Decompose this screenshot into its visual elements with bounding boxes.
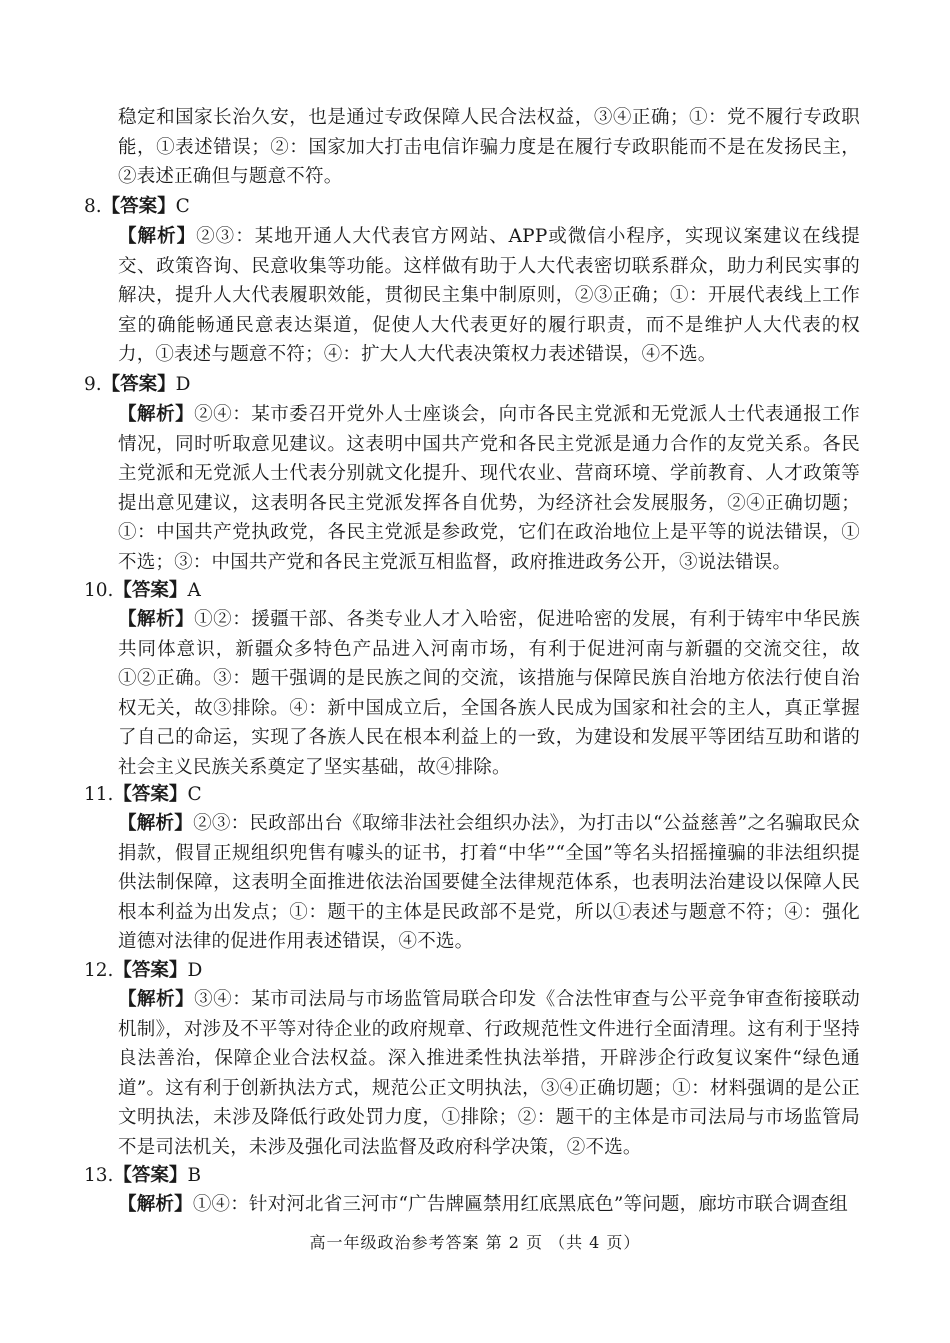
- q11-analysis-text: ②③：民政部出台《取缔非法社会组织办法》，为打击以“公益慈善”之名骗取民众捐款，假冒正规组织兜售有噱头的证书，打着“中华”“全国”等名头招摇撞骗的非法组织提供法制保障，这表明全面推进依法治国要健全法律规范体系，也表明法治建设以保障人民根本利益为出发点；①：题干的主体是民政部不是党，所以①表述与题意不符；④：强化道德对法律的促进作用表述错误，④不选。: [118, 813, 860, 953]
- q13-answer-line: [84, 1161, 201, 1191]
- analysis-label: 【解析】: [118, 813, 194, 834]
- q8-number: 8.: [84, 196, 102, 217]
- analysis-label: 【解析】: [118, 226, 197, 247]
- q9-number: 9.: [84, 374, 102, 395]
- answer-label: 【答案】: [101, 374, 176, 395]
- q8-analysis-text: ②③：某地开通人大代表官方网站、APP或微信小程序，实现议案建议在线提交、政策咨询、民意收集等功能。这样做有助于人大代表密切联系群众，助力利民实事的解决，提升人大代表履职效能，贯彻民主集中制原则，②③正确；①：开展代表线上工作室的确能畅通民意表达渠道，促使人大代表更好的履行职责，而不是维护人大代表的权力，①表述与题意不符；④：扩大人大代表决策权力表述错误，④不选。: [118, 226, 860, 366]
- analysis-label: 【解析】: [118, 1194, 193, 1215]
- analysis-label: 【解析】: [118, 989, 195, 1010]
- q10-analysis: [118, 605, 860, 783]
- q12-analysis-text: ③④：某市司法局与市场监管局联合印发《合法性审查与公平竞争审查衔接联动机制》，对涉及不平等对待企业的政府规章、行政规范性文件进行全面清理。这有利于坚持良法善治，保障企业合法权益。深入推进柔性执法举措，开辟涉企行政复议案件“绿色通道”。这有利于创新执法方式，规范公正文明执法，③④正确切题；①：材料强调的是公正文明执法，未涉及降低行政处罚力度，①排除；②：题干的主体是市司法局与市场监管局不是司法机关，未涉及强化司法监督及政府科学决策，②不选。: [118, 989, 860, 1158]
- q11-answer: C: [187, 784, 202, 805]
- answer-label: 【答案】: [101, 196, 176, 217]
- answer-label: 【答案】: [113, 1165, 188, 1186]
- intro-paragraph: 稳定和国家长治久安，也是通过专政保障人民合法权益，③④正确；①：党不履行专政职能，①表述错误；②：国家加大打击电信诈骗力度是在履行专政职能而不是在发扬民主，②表述正确但与题意不符。: [118, 107, 860, 188]
- q9-answer: D: [175, 374, 191, 395]
- q13-analysis: [118, 1190, 860, 1220]
- q9-analysis: [118, 400, 860, 578]
- q8-answer-line: [84, 192, 190, 222]
- q11-answer-line: [84, 780, 202, 810]
- q13-answer: B: [187, 1165, 202, 1186]
- q9-analysis-text: ②④：某市委召开党外人士座谈会，向市各民主党派和无党派人士代表通报工作情况，同时听取意见建议。这表明中国共产党和各民主党派是通力合作的友党关系。各民主党派和无党派人士代表分别就文化提升、现代农业、营商环境、学前教育、人才政策等提出意见建议，这表明各民主党派发挥各自优势，为经济社会发展服务，②④正确切题；①：中国共产党执政党，各民主党派是参政党，它们在政治地位上是平等的说法错误，①不选；③：中国共产党和各民主党派互相监督，政府推进政务公开，③说法错误。: [118, 404, 860, 573]
- answer-label: 【答案】: [113, 580, 188, 601]
- q10-analysis-text: ①②：援疆干部、各类专业人才入哈密，促进哈密的发展，有利于铸牢中华民族共同体意识，新疆众多特色产品进入河南市场，有利于促进河南与新疆的交流交往，故①②正确。③：题干强调的是民族之间的交流，该措施与保障民族自治地方依法行使自治权无关，故③排除。④：新中国成立后，全国各族人民成为国家和社会的主人，真正掌握了自己的命运，实现了各族人民在根本利益上的一致，为建设和发展平等团结互助和谐的社会主义民族关系奠定了坚实基础，故④排除。: [118, 609, 860, 778]
- answer-label: 【答案】: [113, 784, 188, 805]
- q12-answer-line: [84, 956, 202, 986]
- q10-answer-line: [84, 576, 201, 606]
- answer-label: 【答案】: [113, 960, 188, 981]
- analysis-label: 【解析】: [118, 609, 195, 630]
- q12-analysis: [118, 985, 860, 1163]
- q10-answer: A: [187, 580, 201, 601]
- q12-number: 12.: [84, 960, 114, 981]
- q11-number: 11.: [84, 784, 114, 805]
- analysis-label: 【解析】: [118, 404, 195, 425]
- page-footer: 高一年级政治参考答案 第 2 页 （共 4 页）: [309, 1233, 641, 1252]
- q11-analysis: [118, 809, 860, 957]
- q8-analysis: [118, 222, 860, 370]
- q13-number: 13.: [84, 1165, 114, 1186]
- q8-answer: C: [175, 196, 190, 217]
- q12-answer: D: [187, 960, 203, 981]
- q13-analysis-text: ①④：针对河北省三河市“广告牌匾禁用红底黑底色”等问题，廊坊市联合调查组: [192, 1194, 848, 1215]
- q10-number: 10.: [84, 580, 114, 601]
- q9-answer-line: [84, 370, 191, 400]
